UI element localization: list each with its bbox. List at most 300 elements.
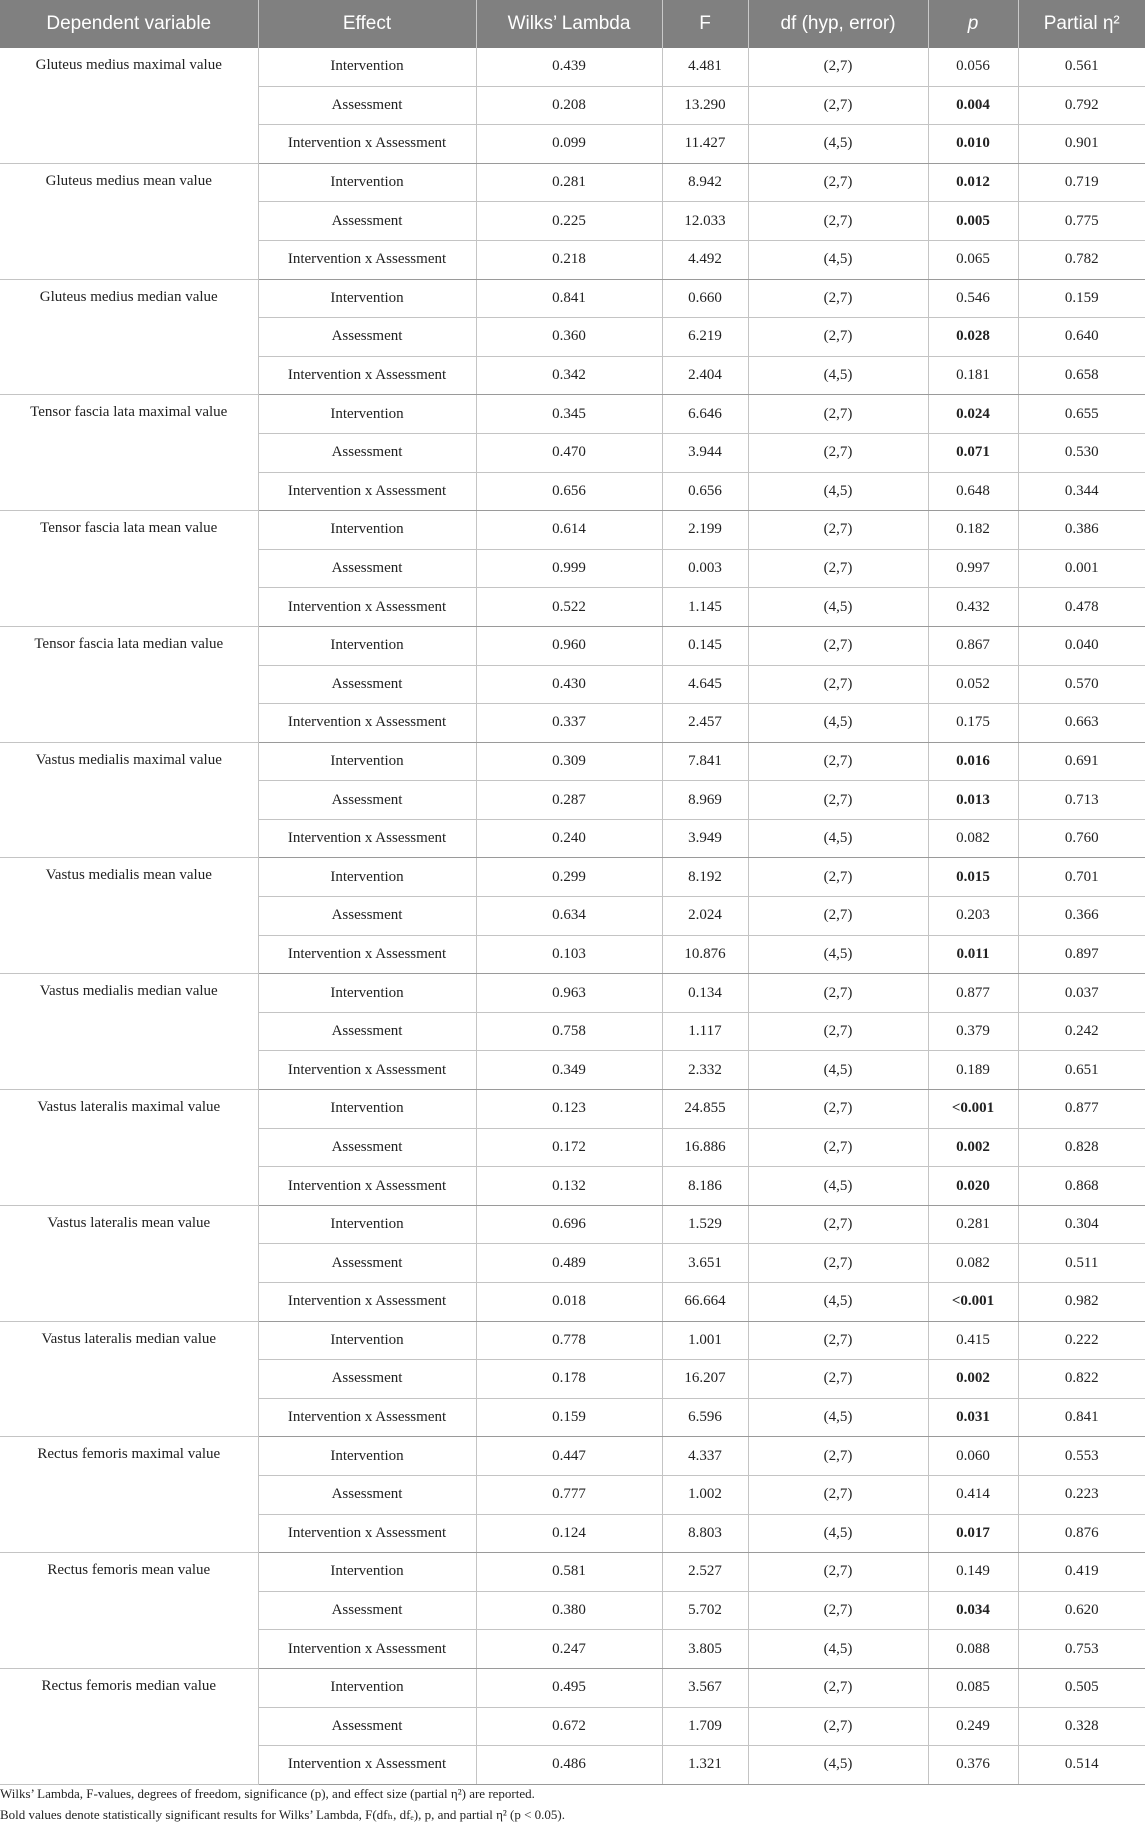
f-value-cell: 1.529 [662, 1205, 748, 1244]
f-value-cell: 1.001 [662, 1321, 748, 1360]
partial-eta2-cell: 0.328 [1018, 1707, 1145, 1746]
f-value-cell: 1.321 [662, 1746, 748, 1785]
f-value-cell: 0.656 [662, 472, 748, 511]
p-value-cell: 0.013 [928, 781, 1018, 820]
wilks-lambda-cell: 0.447 [476, 1437, 662, 1476]
p-value-cell: 0.149 [928, 1553, 1018, 1592]
wilks-lambda-cell: 0.672 [476, 1707, 662, 1746]
wilks-lambda-cell: 0.960 [476, 626, 662, 665]
f-value-cell: 0.003 [662, 549, 748, 588]
effect-cell: Assessment [258, 1128, 476, 1167]
table-row [0, 1321, 1145, 1360]
partial-eta2-cell: 0.222 [1018, 1321, 1145, 1360]
df-cell: (2,7) [748, 48, 928, 86]
f-value-cell: 1.117 [662, 1012, 748, 1051]
f-value-cell: 3.944 [662, 433, 748, 472]
f-value-cell: 2.527 [662, 1553, 748, 1592]
wilks-lambda-cell: 0.522 [476, 588, 662, 627]
f-value-cell: 6.596 [662, 1398, 748, 1437]
df-cell: (2,7) [748, 1475, 928, 1514]
partial-eta2-cell: 0.386 [1018, 511, 1145, 550]
partial-eta2-cell: 0.242 [1018, 1012, 1145, 1051]
df-cell: (4,5) [748, 1051, 928, 1090]
header-p: p [928, 0, 1018, 48]
f-value-cell: 1.002 [662, 1475, 748, 1514]
f-value-cell: 8.969 [662, 781, 748, 820]
f-value-cell: 8.192 [662, 858, 748, 897]
df-cell: (2,7) [748, 1012, 928, 1051]
partial-eta2-cell: 0.478 [1018, 588, 1145, 627]
p-value-cell: 0.065 [928, 240, 1018, 279]
wilks-lambda-cell: 0.758 [476, 1012, 662, 1051]
wilks-lambda-cell: 0.349 [476, 1051, 662, 1090]
effect-cell: Intervention x Assessment [258, 356, 476, 395]
effect-cell: Intervention x Assessment [258, 1630, 476, 1669]
effect-cell: Intervention x Assessment [258, 1283, 476, 1322]
wilks-lambda-cell: 0.208 [476, 86, 662, 125]
effect-cell: Intervention x Assessment [258, 1167, 476, 1206]
df-cell: (4,5) [748, 819, 928, 858]
wilks-lambda-cell: 0.159 [476, 1398, 662, 1437]
p-value-cell: 0.648 [928, 472, 1018, 511]
effect-cell: Assessment [258, 781, 476, 820]
header-df: df (hyp, error) [748, 0, 928, 48]
effect-cell: Intervention x Assessment [258, 1746, 476, 1785]
partial-eta2-cell: 0.663 [1018, 704, 1145, 743]
wilks-lambda-cell: 0.247 [476, 1630, 662, 1669]
f-value-cell: 0.134 [662, 974, 748, 1013]
effect-cell: Intervention [258, 511, 476, 550]
df-cell: (2,7) [748, 511, 928, 550]
f-value-cell: 0.145 [662, 626, 748, 665]
p-value-cell: 0.379 [928, 1012, 1018, 1051]
wilks-lambda-cell: 0.656 [476, 472, 662, 511]
dependent-variable-cell: Vastus medialis mean value [0, 858, 258, 974]
partial-eta2-cell: 0.159 [1018, 279, 1145, 318]
df-cell: (2,7) [748, 279, 928, 318]
wilks-lambda-cell: 0.489 [476, 1244, 662, 1283]
df-cell: (2,7) [748, 433, 928, 472]
wilks-lambda-cell: 0.486 [476, 1746, 662, 1785]
f-value-cell: 3.651 [662, 1244, 748, 1283]
p-value-cell: 0.877 [928, 974, 1018, 1013]
partial-eta2-cell: 0.304 [1018, 1205, 1145, 1244]
f-value-cell: 3.567 [662, 1668, 748, 1707]
partial-eta2-cell: 0.775 [1018, 202, 1145, 241]
partial-eta2-cell: 0.760 [1018, 819, 1145, 858]
df-cell: (2,7) [748, 1553, 928, 1592]
p-value-cell: 0.082 [928, 1244, 1018, 1283]
f-value-cell: 1.145 [662, 588, 748, 627]
partial-eta2-cell: 0.701 [1018, 858, 1145, 897]
p-value-cell: 0.203 [928, 897, 1018, 936]
partial-eta2-cell: 0.792 [1018, 86, 1145, 125]
df-cell: (4,5) [748, 1514, 928, 1553]
p-value-cell: 0.189 [928, 1051, 1018, 1090]
df-cell: (4,5) [748, 240, 928, 279]
df-cell: (2,7) [748, 1668, 928, 1707]
effect-cell: Assessment [258, 549, 476, 588]
p-value-cell: <0.001 [928, 1283, 1018, 1322]
effect-cell: Assessment [258, 1360, 476, 1399]
partial-eta2-cell: 0.040 [1018, 626, 1145, 665]
wilks-lambda-cell: 0.360 [476, 318, 662, 357]
f-value-cell: 3.805 [662, 1630, 748, 1669]
f-value-cell: 2.457 [662, 704, 748, 743]
p-value-cell: 0.249 [928, 1707, 1018, 1746]
effect-cell: Assessment [258, 86, 476, 125]
effect-cell: Intervention [258, 1668, 476, 1707]
dependent-variable-cell: Gluteus medius maximal value [0, 48, 258, 163]
p-value-cell: 0.004 [928, 86, 1018, 125]
df-cell: (2,7) [748, 858, 928, 897]
effect-cell: Intervention [258, 1553, 476, 1592]
f-value-cell: 24.855 [662, 1090, 748, 1129]
df-cell: (4,5) [748, 1398, 928, 1437]
header-dependent-variable: Dependent variable [0, 0, 258, 48]
partial-eta2-cell: 0.505 [1018, 1668, 1145, 1707]
wilks-lambda-cell: 0.240 [476, 819, 662, 858]
wilks-lambda-cell: 0.309 [476, 742, 662, 781]
effect-cell: Intervention [258, 1437, 476, 1476]
wilks-lambda-cell: 0.430 [476, 665, 662, 704]
p-value-cell: 0.016 [928, 742, 1018, 781]
dependent-variable-cell: Tensor fascia lata maximal value [0, 395, 258, 511]
partial-eta2-cell: 0.822 [1018, 1360, 1145, 1399]
wilks-lambda-cell: 0.380 [476, 1591, 662, 1630]
partial-eta2-cell: 0.037 [1018, 974, 1145, 1013]
f-value-cell: 1.709 [662, 1707, 748, 1746]
partial-eta2-cell: 0.982 [1018, 1283, 1145, 1322]
p-value-cell: 0.085 [928, 1668, 1018, 1707]
effect-cell: Intervention x Assessment [258, 240, 476, 279]
p-value-cell: 0.546 [928, 279, 1018, 318]
partial-eta2-cell: 0.901 [1018, 125, 1145, 164]
effect-cell: Intervention [258, 1090, 476, 1129]
dependent-variable-cell: Vastus lateralis maximal value [0, 1090, 258, 1206]
table-row [0, 279, 1145, 318]
partial-eta2-cell: 0.001 [1018, 549, 1145, 588]
f-value-cell: 16.207 [662, 1360, 748, 1399]
df-cell: (2,7) [748, 1360, 928, 1399]
f-value-cell: 2.404 [662, 356, 748, 395]
footnote-reported: Wilks’ Lambda, F-values, degrees of freedom, significance (p), and effect size (partial η²) are reported. [0, 1786, 535, 1801]
wilks-lambda-cell: 0.172 [476, 1128, 662, 1167]
effect-cell: Intervention [258, 279, 476, 318]
p-value-cell: 0.024 [928, 395, 1018, 434]
dependent-variable-cell: Rectus femoris mean value [0, 1553, 258, 1669]
partial-eta2-cell: 0.419 [1018, 1553, 1145, 1592]
p-value-cell: 0.010 [928, 125, 1018, 164]
effect-cell: Intervention x Assessment [258, 1051, 476, 1090]
df-cell: (2,7) [748, 318, 928, 357]
df-cell: (4,5) [748, 472, 928, 511]
partial-eta2-cell: 0.651 [1018, 1051, 1145, 1090]
dependent-variable-cell: Tensor fascia lata mean value [0, 511, 258, 627]
effect-cell: Assessment [258, 897, 476, 936]
effect-cell: Intervention [258, 1321, 476, 1360]
table-row [0, 395, 1145, 434]
df-cell: (4,5) [748, 125, 928, 164]
table-row [0, 974, 1145, 1013]
effect-cell: Intervention [258, 1205, 476, 1244]
wilks-lambda-cell: 0.132 [476, 1167, 662, 1206]
effect-cell: Intervention [258, 742, 476, 781]
f-value-cell: 4.337 [662, 1437, 748, 1476]
wilks-lambda-cell: 0.470 [476, 433, 662, 472]
f-value-cell: 4.492 [662, 240, 748, 279]
effect-cell: Intervention [258, 974, 476, 1013]
partial-eta2-cell: 0.876 [1018, 1514, 1145, 1553]
table-row [0, 511, 1145, 550]
df-cell: (4,5) [748, 1167, 928, 1206]
wilks-lambda-cell: 0.439 [476, 48, 662, 86]
wilks-lambda-cell: 0.225 [476, 202, 662, 241]
wilks-lambda-cell: 0.345 [476, 395, 662, 434]
f-value-cell: 8.186 [662, 1167, 748, 1206]
p-value-cell: 0.082 [928, 819, 1018, 858]
p-value-cell: 0.005 [928, 202, 1018, 241]
df-cell: (2,7) [748, 1205, 928, 1244]
dependent-variable-cell: Vastus lateralis mean value [0, 1205, 258, 1321]
df-cell: (2,7) [748, 626, 928, 665]
wilks-lambda-cell: 0.495 [476, 1668, 662, 1707]
partial-eta2-cell: 0.719 [1018, 163, 1145, 202]
table-row [0, 163, 1145, 202]
df-cell: (4,5) [748, 356, 928, 395]
partial-eta2-cell: 0.753 [1018, 1630, 1145, 1669]
partial-eta2-cell: 0.782 [1018, 240, 1145, 279]
header-wilks-lambda: Wilks’ Lambda [476, 0, 662, 48]
wilks-lambda-cell: 0.999 [476, 549, 662, 588]
table-row [0, 626, 1145, 665]
f-value-cell: 2.024 [662, 897, 748, 936]
table-row [0, 1553, 1145, 1592]
f-value-cell: 12.033 [662, 202, 748, 241]
df-cell: (2,7) [748, 781, 928, 820]
wilks-lambda-cell: 0.342 [476, 356, 662, 395]
p-value-cell: 0.414 [928, 1475, 1018, 1514]
header-partial-eta2: Partial η² [1018, 0, 1145, 48]
df-cell: (4,5) [748, 588, 928, 627]
f-value-cell: 4.481 [662, 48, 748, 86]
partial-eta2-cell: 0.223 [1018, 1475, 1145, 1514]
partial-eta2-cell: 0.877 [1018, 1090, 1145, 1129]
partial-eta2-cell: 0.514 [1018, 1746, 1145, 1785]
wilks-lambda-cell: 0.614 [476, 511, 662, 550]
effect-cell: Intervention [258, 48, 476, 86]
p-value-cell: 0.017 [928, 1514, 1018, 1553]
df-cell: (2,7) [748, 1128, 928, 1167]
partial-eta2-cell: 0.620 [1018, 1591, 1145, 1630]
f-value-cell: 8.803 [662, 1514, 748, 1553]
f-value-cell: 11.427 [662, 125, 748, 164]
p-value-cell: 0.376 [928, 1746, 1018, 1785]
wilks-lambda-cell: 0.099 [476, 125, 662, 164]
wilks-lambda-cell: 0.287 [476, 781, 662, 820]
p-value-cell: 0.415 [928, 1321, 1018, 1360]
df-cell: (2,7) [748, 974, 928, 1013]
df-cell: (2,7) [748, 1321, 928, 1360]
f-value-cell: 6.219 [662, 318, 748, 357]
table-row [0, 742, 1145, 781]
f-value-cell: 3.949 [662, 819, 748, 858]
wilks-lambda-cell: 0.337 [476, 704, 662, 743]
partial-eta2-cell: 0.691 [1018, 742, 1145, 781]
dependent-variable-cell: Gluteus medius mean value [0, 163, 258, 279]
dependent-variable-cell: Gluteus medius median value [0, 279, 258, 395]
effect-cell: Intervention [258, 626, 476, 665]
header-effect: Effect [258, 0, 476, 48]
partial-eta2-cell: 0.570 [1018, 665, 1145, 704]
p-value-cell: <0.001 [928, 1090, 1018, 1129]
table-row [0, 48, 1145, 86]
p-value-cell: 0.020 [928, 1167, 1018, 1206]
p-value-cell: 0.002 [928, 1360, 1018, 1399]
effect-cell: Intervention x Assessment [258, 935, 476, 974]
wilks-lambda-cell: 0.018 [476, 1283, 662, 1322]
wilks-lambda-cell: 0.778 [476, 1321, 662, 1360]
effect-cell: Assessment [258, 1012, 476, 1051]
table-footnotes [0, 1783, 1145, 1825]
dependent-variable-cell: Vastus medialis maximal value [0, 742, 258, 858]
table-body [0, 48, 1145, 1784]
df-cell: (2,7) [748, 1437, 928, 1476]
partial-eta2-cell: 0.713 [1018, 781, 1145, 820]
partial-eta2-cell: 0.868 [1018, 1167, 1145, 1206]
df-cell: (4,5) [748, 704, 928, 743]
df-cell: (2,7) [748, 742, 928, 781]
df-cell: (2,7) [748, 202, 928, 241]
p-value-cell: 0.181 [928, 356, 1018, 395]
df-cell: (2,7) [748, 1244, 928, 1283]
p-value-cell: 0.011 [928, 935, 1018, 974]
wilks-lambda-cell: 0.841 [476, 279, 662, 318]
effect-cell: Intervention x Assessment [258, 819, 476, 858]
effect-cell: Assessment [258, 1475, 476, 1514]
p-value-cell: 0.015 [928, 858, 1018, 897]
table-row [0, 1205, 1145, 1244]
effect-cell: Intervention [258, 858, 476, 897]
partial-eta2-cell: 0.655 [1018, 395, 1145, 434]
effect-cell: Intervention x Assessment [258, 125, 476, 164]
df-cell: (2,7) [748, 1707, 928, 1746]
partial-eta2-cell: 0.530 [1018, 433, 1145, 472]
df-cell: (4,5) [748, 935, 928, 974]
wilks-lambda-cell: 0.124 [476, 1514, 662, 1553]
p-value-cell: 0.281 [928, 1205, 1018, 1244]
df-cell: (4,5) [748, 1283, 928, 1322]
df-cell: (2,7) [748, 86, 928, 125]
f-value-cell: 16.886 [662, 1128, 748, 1167]
f-value-cell: 8.942 [662, 163, 748, 202]
p-value-cell: 0.028 [928, 318, 1018, 357]
p-value-cell: 0.056 [928, 48, 1018, 86]
partial-eta2-cell: 0.658 [1018, 356, 1145, 395]
df-cell: (2,7) [748, 1591, 928, 1630]
header-row [0, 0, 1145, 48]
dependent-variable-cell: Tensor fascia lata median value [0, 626, 258, 742]
f-value-cell: 7.841 [662, 742, 748, 781]
effect-cell: Intervention [258, 163, 476, 202]
wilks-lambda-cell: 0.777 [476, 1475, 662, 1514]
f-value-cell: 2.332 [662, 1051, 748, 1090]
effect-cell: Assessment [258, 665, 476, 704]
table-row [0, 1090, 1145, 1129]
partial-eta2-cell: 0.553 [1018, 1437, 1145, 1476]
wilks-lambda-cell: 0.218 [476, 240, 662, 279]
p-value-cell: 0.031 [928, 1398, 1018, 1437]
wilks-lambda-cell: 0.963 [476, 974, 662, 1013]
f-value-cell: 66.664 [662, 1283, 748, 1322]
table-row [0, 858, 1145, 897]
wilks-lambda-cell: 0.299 [476, 858, 662, 897]
p-value-cell: 0.088 [928, 1630, 1018, 1669]
df-cell: (2,7) [748, 665, 928, 704]
partial-eta2-cell: 0.344 [1018, 472, 1145, 511]
effect-cell: Intervention x Assessment [258, 472, 476, 511]
effect-cell: Assessment [258, 1244, 476, 1283]
f-value-cell: 5.702 [662, 1591, 748, 1630]
p-value-cell: 0.071 [928, 433, 1018, 472]
f-value-cell: 10.876 [662, 935, 748, 974]
effect-cell: Intervention x Assessment [258, 1514, 476, 1553]
wilks-lambda-cell: 0.634 [476, 897, 662, 936]
df-cell: (2,7) [748, 395, 928, 434]
effect-cell: Intervention x Assessment [258, 704, 476, 743]
dependent-variable-cell: Rectus femoris median value [0, 1668, 258, 1784]
f-value-cell: 13.290 [662, 86, 748, 125]
header-f: F [662, 0, 748, 48]
p-value-cell: 0.012 [928, 163, 1018, 202]
df-cell: (2,7) [748, 897, 928, 936]
p-value-cell: 0.002 [928, 1128, 1018, 1167]
p-value-cell: 0.997 [928, 549, 1018, 588]
p-value-cell: 0.060 [928, 1437, 1018, 1476]
df-cell: (2,7) [748, 1090, 928, 1129]
f-value-cell: 6.646 [662, 395, 748, 434]
table-row [0, 1437, 1145, 1476]
wilks-lambda-cell: 0.281 [476, 163, 662, 202]
wilks-lambda-cell: 0.123 [476, 1090, 662, 1129]
p-value-cell: 0.432 [928, 588, 1018, 627]
dependent-variable-cell: Vastus lateralis median value [0, 1321, 258, 1437]
partial-eta2-cell: 0.828 [1018, 1128, 1145, 1167]
partial-eta2-cell: 0.511 [1018, 1244, 1145, 1283]
wilks-lambda-cell: 0.103 [476, 935, 662, 974]
partial-eta2-cell: 0.841 [1018, 1398, 1145, 1437]
p-value-cell: 0.175 [928, 704, 1018, 743]
wilks-lambda-cell: 0.581 [476, 1553, 662, 1592]
effect-cell: Assessment [258, 433, 476, 472]
footnote-bold: Bold values denote statistically significant results for Wilks’ Lambda, F(dfₕ, dfₑ), p, and partial η² (p < 0.05). [0, 1807, 565, 1822]
p-value-cell: 0.867 [928, 626, 1018, 665]
f-value-cell: 4.645 [662, 665, 748, 704]
effect-cell: Assessment [258, 202, 476, 241]
partial-eta2-cell: 0.561 [1018, 48, 1145, 86]
partial-eta2-cell: 0.366 [1018, 897, 1145, 936]
partial-eta2-cell: 0.897 [1018, 935, 1145, 974]
wilks-lambda-cell: 0.696 [476, 1205, 662, 1244]
f-value-cell: 0.660 [662, 279, 748, 318]
dependent-variable-cell: Vastus medialis median value [0, 974, 258, 1090]
dependent-variable-cell: Rectus femoris maximal value [0, 1437, 258, 1553]
p-value-cell: 0.034 [928, 1591, 1018, 1630]
wilks-lambda-cell: 0.178 [476, 1360, 662, 1399]
df-cell: (4,5) [748, 1630, 928, 1669]
table-row [0, 1668, 1145, 1707]
partial-eta2-cell: 0.640 [1018, 318, 1145, 357]
